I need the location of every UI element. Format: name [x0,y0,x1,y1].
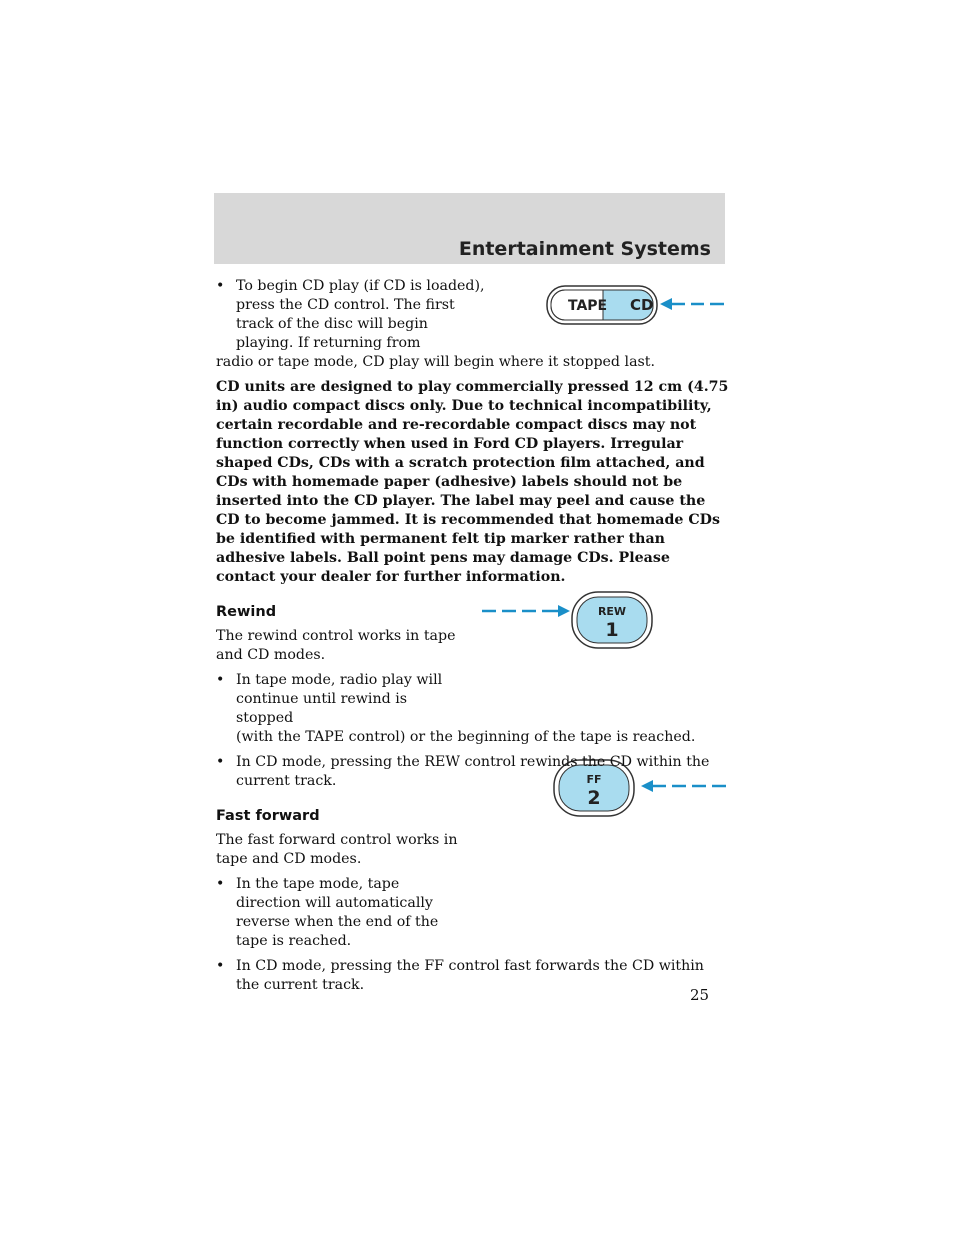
cd-warning-paragraph: CD units are designed to play commercially pressed 12 cm (4.75 in) audio compact discs only. Due to technical incompatibility, certain recordable and re-recordable compact discs may not function correctly when used in Ford CD players. Irregular shaped CDs, CDs with a scratch protection film attached, and CDs with homemade paper (adhesive) labels should not be inserted into the CD player. The label may peel and cause the CD to become jammed. It is recommended that homemade CDs be identified with permanent felt tip marker rather than adhesive labels. Ball point pens may damage CDs. Please contact your dealer for further information. [216,379,729,585]
fast-forward-heading: Fast forward [216,808,320,824]
rewind-heading: Rewind [216,604,277,620]
cd-play-bullet [216,277,731,372]
rewind-intro: The rewind control works in tape and CD modes. [216,628,456,663]
fast-forward-intro: The fast forward control works in tape and CD modes. [216,832,458,867]
section-title: Entertainment Systems [458,238,711,260]
rew-number: 1 [605,619,619,641]
page-number: 25 [690,986,710,1004]
ff-label: FF [586,773,602,786]
fast-forward-bullet-tape: • In the tape mode, tape direction will automatically reverse when the end of the tape is reached. [216,875,466,951]
ff-number: 2 [587,787,601,809]
rewind-bullet-tape-text-cont: (with the TAPE control) or the beginning of the tape is reached. [236,729,696,745]
rewind-bullet-tape [216,671,731,747]
cd-play-bullet-text: • To begin CD play (if CD is loaded), press the CD control. The first track of the disc will begin playing. If returning from [236,278,485,351]
fast-forward-section [216,807,731,995]
fast-forward-bullet-cd: • In CD mode, pressing the FF control fast forwards the CD within the current track. [216,957,731,995]
section-header-band [214,193,725,264]
page-content [216,277,731,1011]
cd-play-bullet-text-cont: radio or tape mode, CD play will begin where it stopped last. [216,354,656,370]
rewind-bullet-cd: • In CD mode, pressing the REW control rewinds the CD within the current track. [216,753,731,791]
cd-label: CD [630,296,654,314]
rewind-bullet-tape-text: • In tape mode, radio play will continue until rewind is stopped [236,672,443,726]
rew-label: REW [597,605,627,618]
tape-label: TAPE [568,298,608,314]
rewind-section [216,603,731,791]
